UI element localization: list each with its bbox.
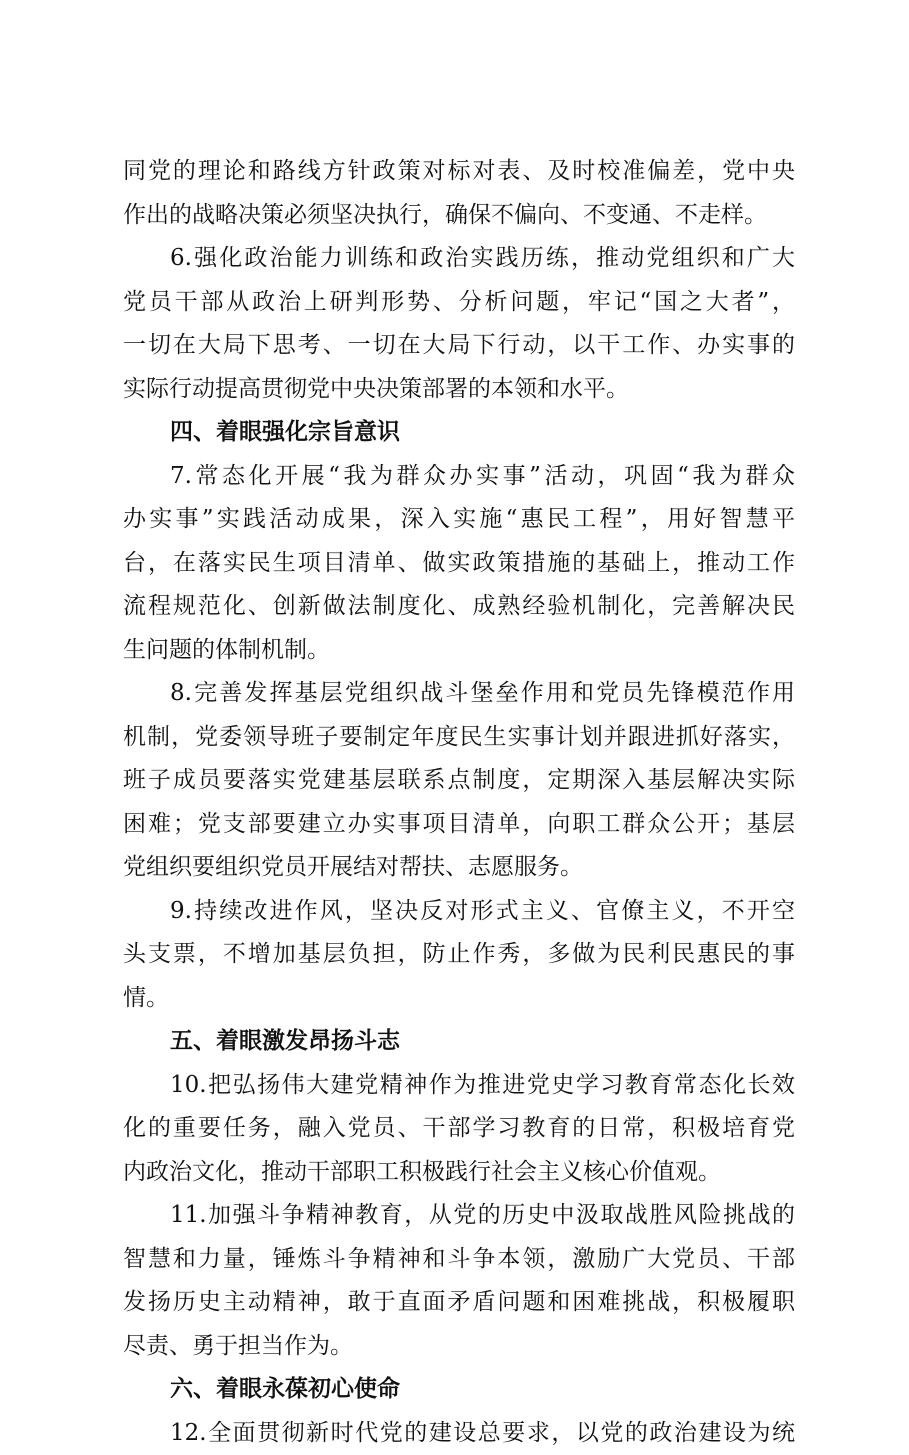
paragraph-first-line: 6.强化政治能力训练和政治实践历练，推动党组织和广大 (123, 237, 795, 281)
paragraph-first-line: 12.全面贯彻新时代党的建设总要求，以党的政治建设为统 (123, 1412, 795, 1455)
body-line: 班子成员要落实党建基层联系点制度，定期深入基层解决实际 (123, 759, 795, 803)
paragraph-first-line: 9.持续改进作风，坚决反对形式主义、官僚主义，不开空 (123, 890, 795, 934)
body-line: 一切在大局下思考、一切在大局下行动，以干工作、办实事的 (123, 324, 795, 368)
body-line: 流程规范化、创新做法制度化、成熟经验机制化，完善解决民 (123, 585, 795, 629)
body-line: 同党的理论和路线方针政策对标对表、及时校准偏差，党中央 (123, 150, 795, 194)
body-line: 台，在落实民生项目清单、做实政策措施的基础上，推动工作 (123, 542, 795, 586)
paragraph-last-line: 内政治文化，推动干部职工积极践行社会主义核心价值观。 (123, 1151, 795, 1195)
paragraph-first-line: 11.加强斗争精神教育，从党的历史中汲取战胜风险挑战的 (123, 1194, 795, 1238)
paragraph-first-line: 8.完善发挥基层党组织战斗堡垒作用和党员先锋模范作用 (123, 672, 795, 716)
paragraph-first-line: 7.常态化开展“我为群众办实事”活动，巩固“我为群众 (123, 455, 795, 499)
body-line: 作出的战略决策必须坚决执行，确保不偏向、不变通、不走样。 (123, 194, 795, 238)
section-heading: 五、着眼激发昂扬斗志 (123, 1020, 795, 1064)
paragraph-last-line: 党组织要组织党员开展结对帮扶、志愿服务。 (123, 846, 795, 890)
body-line: 头支票，不增加基层负担，防止作秀，多做为民利民惠民的事 (123, 933, 795, 977)
section-heading: 六、着眼永葆初心使命 (123, 1368, 795, 1412)
paragraph-last-line: 生问题的体制机制。 (123, 629, 795, 673)
body-line: 办实事”实践活动成果，深入实施“惠民工程”，用好智慧平 (123, 498, 795, 542)
body-line: 智慧和力量，锤炼斗争精神和斗争本领，激励广大党员、干部 (123, 1238, 795, 1282)
body-line: 化的重要任务，融入党员、干部学习教育的日常，积极培育党 (123, 1107, 795, 1151)
body-line: 机制，党委领导班子要制定年度民生实事计划并跟进抓好落实， (123, 716, 795, 760)
document-body (123, 150, 795, 1455)
paragraph-last-line: 实际行动提高贯彻党中央决策部署的本领和水平。 (123, 368, 795, 412)
section-heading: 四、着眼强化宗旨意识 (123, 411, 795, 455)
body-line: 党员干部从政治上研判形势、分析问题，牢记“国之大者”， (123, 281, 795, 325)
body-line: 发扬历史主动精神，敢于直面矛盾问题和困难挑战，积极履职 (123, 1281, 795, 1325)
paragraph-last-line: 尽责、勇于担当作为。 (123, 1325, 795, 1369)
body-line: 困难；党支部要建立办实事项目清单，向职工群众公开；基层 (123, 803, 795, 847)
paragraph-last-line: 情。 (123, 977, 795, 1021)
paragraph-first-line: 10.把弘扬伟大建党精神作为推进党史学习教育常态化长效 (123, 1064, 795, 1108)
